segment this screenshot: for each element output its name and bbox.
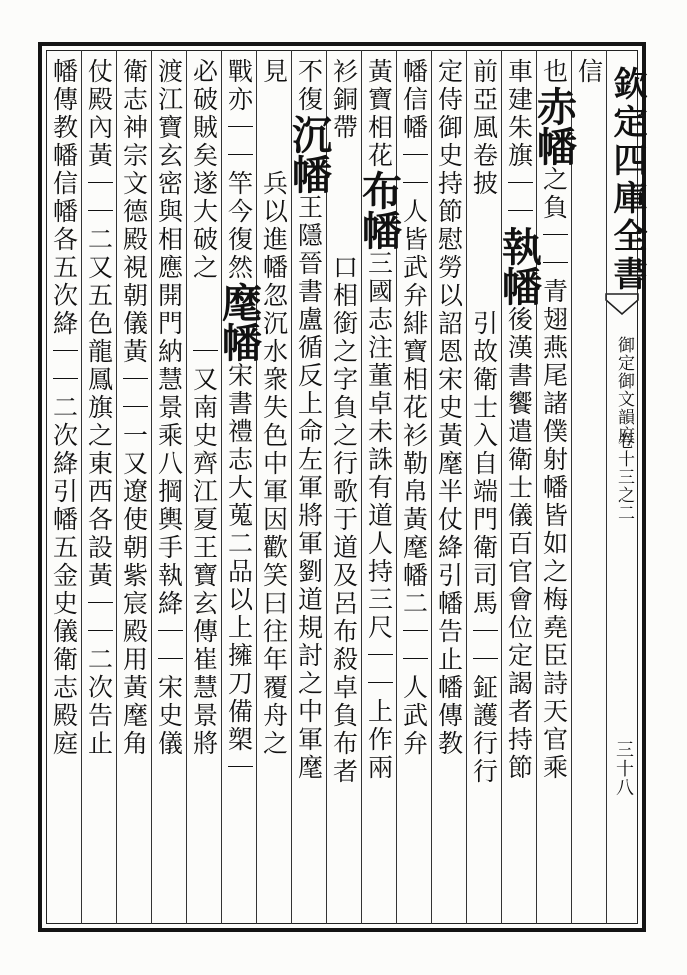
column-text: 戰亦｜｜竿今復然 xyxy=(224,58,254,282)
text-column xyxy=(495,58,543,918)
column-text xyxy=(330,142,359,254)
column-rule xyxy=(431,50,432,924)
entry-heading: 沉幡 xyxy=(285,114,333,194)
entry-heading: 麾幡 xyxy=(215,282,263,362)
column-text: 宋書禮志大蒐二品以上擁刀備槊｜ xyxy=(224,362,254,782)
text-column xyxy=(187,58,221,918)
column-text: 幡信幡｜｜人皆武弁緋寶相花衫勒帛黃麾幡二｜｜人武弁 xyxy=(399,58,429,758)
center-band-rule xyxy=(606,50,607,924)
column-rule xyxy=(536,50,537,924)
fishtail-ornament-icon xyxy=(606,292,638,332)
page-number: 三十八 xyxy=(613,740,634,797)
text-column xyxy=(117,58,151,918)
volume-label: 卷十三之二 xyxy=(614,432,634,522)
text-column xyxy=(530,58,578,918)
column-text xyxy=(190,282,219,338)
column-text: 王隱晉書盧循反上命左軍將軍劉道規討之中軍麾 xyxy=(294,194,324,782)
column-text: 定侍御史持節慰勞以詔恩宋史黃麾半仗絳引幡告止幡傳教 xyxy=(434,58,464,758)
column-text: 後漢書饗遣衛士儀百官會位定謁者持節 xyxy=(504,306,534,782)
text-column xyxy=(355,58,403,918)
column-rule xyxy=(256,50,257,924)
text-column xyxy=(467,58,501,918)
column-rule xyxy=(151,50,152,924)
column-text: 不復 xyxy=(294,58,324,114)
column-rule xyxy=(81,50,82,924)
entry-heading: 執幡 xyxy=(495,226,543,306)
column-text: ｜又南史齊江夏王寶玄傳崔慧景將 xyxy=(189,338,219,758)
column-text: 車建朱旗｜｜ xyxy=(504,58,534,226)
column-text: 見 xyxy=(259,58,289,86)
column-text: 衛志神宗文德殿視朝儀黃｜｜一又遼使朝紫宸殿用黃麾角 xyxy=(119,58,149,758)
text-column xyxy=(47,58,81,918)
column-text: 三國志注董卓未誅有道人持三尺｜｜上作兩 xyxy=(364,250,394,782)
column-text: 引故衛士入自端門衛司馬｜｜鉦護行行 xyxy=(469,310,499,786)
column-rule xyxy=(361,50,362,924)
sub-title: 御定御文韻府 xyxy=(614,336,634,444)
column-text: 也 xyxy=(539,58,569,86)
column-text: 口相銜之字負之行歌于道及呂布殺卓負布者 xyxy=(329,254,359,786)
column-rule xyxy=(466,50,467,924)
column-text: 衫銅帶 xyxy=(329,58,359,142)
text-column xyxy=(215,58,263,918)
column-text: 幡傳教幡信幡各五次絳｜｜二次絳引幡五金史儀衛志殿庭 xyxy=(49,58,79,758)
text-column xyxy=(82,58,116,918)
text-column xyxy=(432,58,466,918)
text-column xyxy=(572,58,606,918)
entry-heading: 布幡 xyxy=(355,170,403,250)
column-text: 信 xyxy=(574,58,604,86)
column-text: 仗殿內黃｜｜二又五色龍鳳旗之東西各設黃｜｜二次告止 xyxy=(84,58,114,758)
column-text: 渡江寶玄密與相應開門納慧景乘八掆輿手執絳｜｜宋史儀 xyxy=(154,58,184,758)
column-text: 前亞風卷披 xyxy=(469,58,499,198)
column-text: 之負｜｜青翅燕尾諸僕射幡皆如之梅堯臣詩天官乘 xyxy=(539,166,569,782)
text-column xyxy=(152,58,186,918)
entry-heading: 赤幡 xyxy=(530,86,578,166)
column-text: 兵以進幡忽沉水衆失色中軍因歡笑曰往年覆舟之 xyxy=(259,170,289,758)
book-title: 欽定四庫全書 xyxy=(607,66,647,294)
column-text xyxy=(470,198,499,310)
column-rule xyxy=(571,50,572,924)
text-column xyxy=(257,58,291,918)
column-text: 必破賊矣遂大破之 xyxy=(189,58,219,282)
column-rule xyxy=(116,50,117,924)
text-column xyxy=(285,58,333,918)
column-rule xyxy=(221,50,222,924)
column-rule xyxy=(291,50,292,924)
column-rule xyxy=(186,50,187,924)
column-text: 黃寶相花 xyxy=(364,58,394,170)
column-rule xyxy=(501,50,502,924)
column-text xyxy=(260,86,289,170)
